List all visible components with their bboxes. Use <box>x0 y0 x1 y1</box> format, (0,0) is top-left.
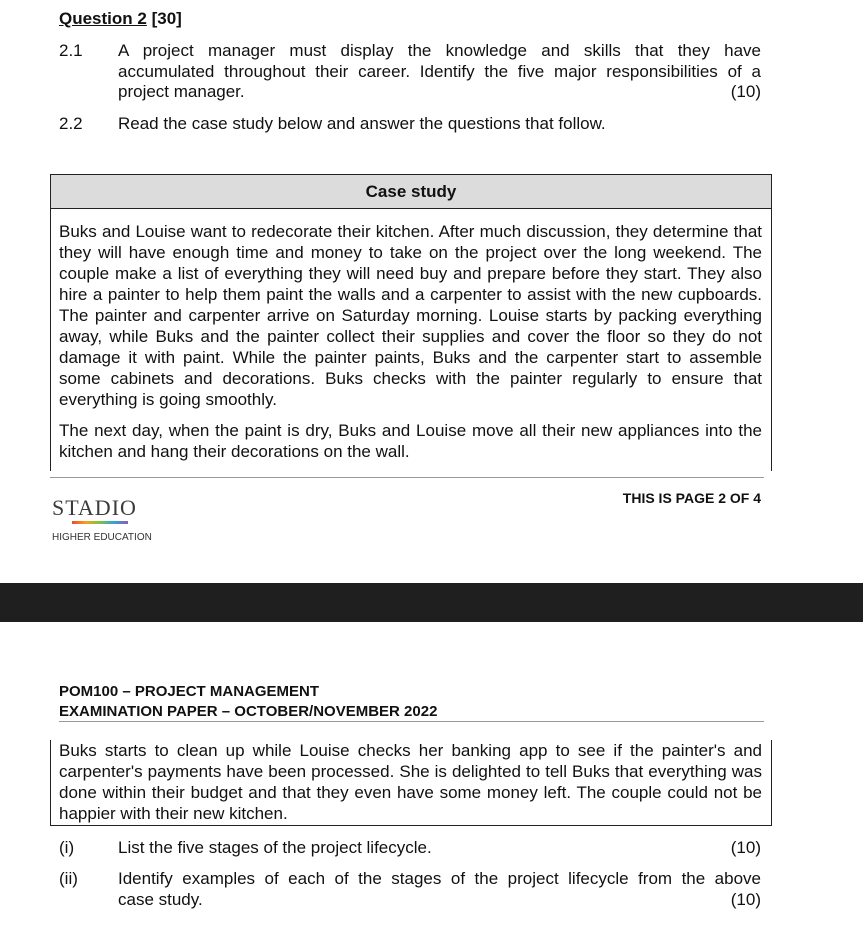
sub-question-ii-number: (ii) <box>59 869 78 888</box>
case-study-continuation-box <box>50 740 772 826</box>
header-divider <box>59 721 764 722</box>
question-title: Question 2 [30] <box>59 9 182 28</box>
case-study-heading: Case study <box>51 175 771 209</box>
q22-text: Read the case study below and answer the questions that follow. <box>118 114 606 133</box>
logo-subtext: HIGHER EDUCATION <box>52 532 152 543</box>
sub-question-i-marks: (10) <box>730 838 761 857</box>
q21-line-3-row <box>118 82 761 103</box>
q21-line-1: A project manager must display the knowledge and skills that they have <box>118 41 761 60</box>
q21-line-3: project manager. <box>118 82 245 101</box>
sub-question-ii-text <box>118 869 761 910</box>
case-study-paragraph-2: The next day, when the paint is dry, Buks and Louise move all their new appliances into the kitchen and hang their decorations on the wall. <box>59 421 762 461</box>
q21-marks: (10) <box>730 82 761 101</box>
paper-header-line-1: POM100 – PROJECT MANAGEMENT <box>59 683 320 700</box>
page-number-label: THIS IS PAGE 2 OF 4 <box>622 490 761 506</box>
footer-divider <box>50 477 764 478</box>
q22-number: 2.2 <box>59 114 83 133</box>
sub-question-ii-line-2: case study. <box>118 889 203 909</box>
sub-question-i-number: (i) <box>59 838 75 857</box>
logo-color-bar <box>72 521 128 524</box>
stadio-logo: STADIO <box>52 495 137 520</box>
sub-question-ii-line-2-row <box>118 890 761 911</box>
q21-line-2: accumulated throughout their career. Identify the five major responsibilities of a <box>118 61 761 81</box>
sub-question-ii-marks: (10) <box>730 889 761 909</box>
sub-question-ii-line-1: Identify examples of each of the stages of the project lifecycle from the above <box>118 869 761 888</box>
paper-header-line-2: EXAMINATION PAPER – OCTOBER/NOVEMBER 2022 <box>59 703 438 720</box>
case-study-continuation: Buks starts to clean up while Louise checks her banking app to see if the painter's and carpenter's payments have been processed. She is delighted to tell Buks that everything was done within their budget and that they even have some money left. The couple could not be happier with their new kitchen. <box>59 741 762 823</box>
q21-number: 2.1 <box>59 41 83 60</box>
sub-question-i-text: List the five stages of the project lifecycle. <box>118 838 432 857</box>
page-separator <box>0 583 863 622</box>
case-study-box <box>50 174 772 471</box>
q21-text <box>118 41 761 103</box>
case-study-paragraph-1: Buks and Louise want to redecorate their kitchen. After much discussion, they determine that they will have enough time and money to take on the project over the long weekend. The couple make a list of everything they will need buy and prepare before they start. They also hire a painter to help them paint the walls and a carpenter to assist with the new cupboards. The painter and carpenter arrive on Saturday morning. Louise starts by packing everything away, while Buks and the painter collect their supplies and cover the floor so they do not damage it with paint. While the painter paints, Buks and the carpenter start to assemble some cabinets and decorations. Buks checks with the painter regularly to ensure that everything is going smoothly. <box>59 222 762 409</box>
